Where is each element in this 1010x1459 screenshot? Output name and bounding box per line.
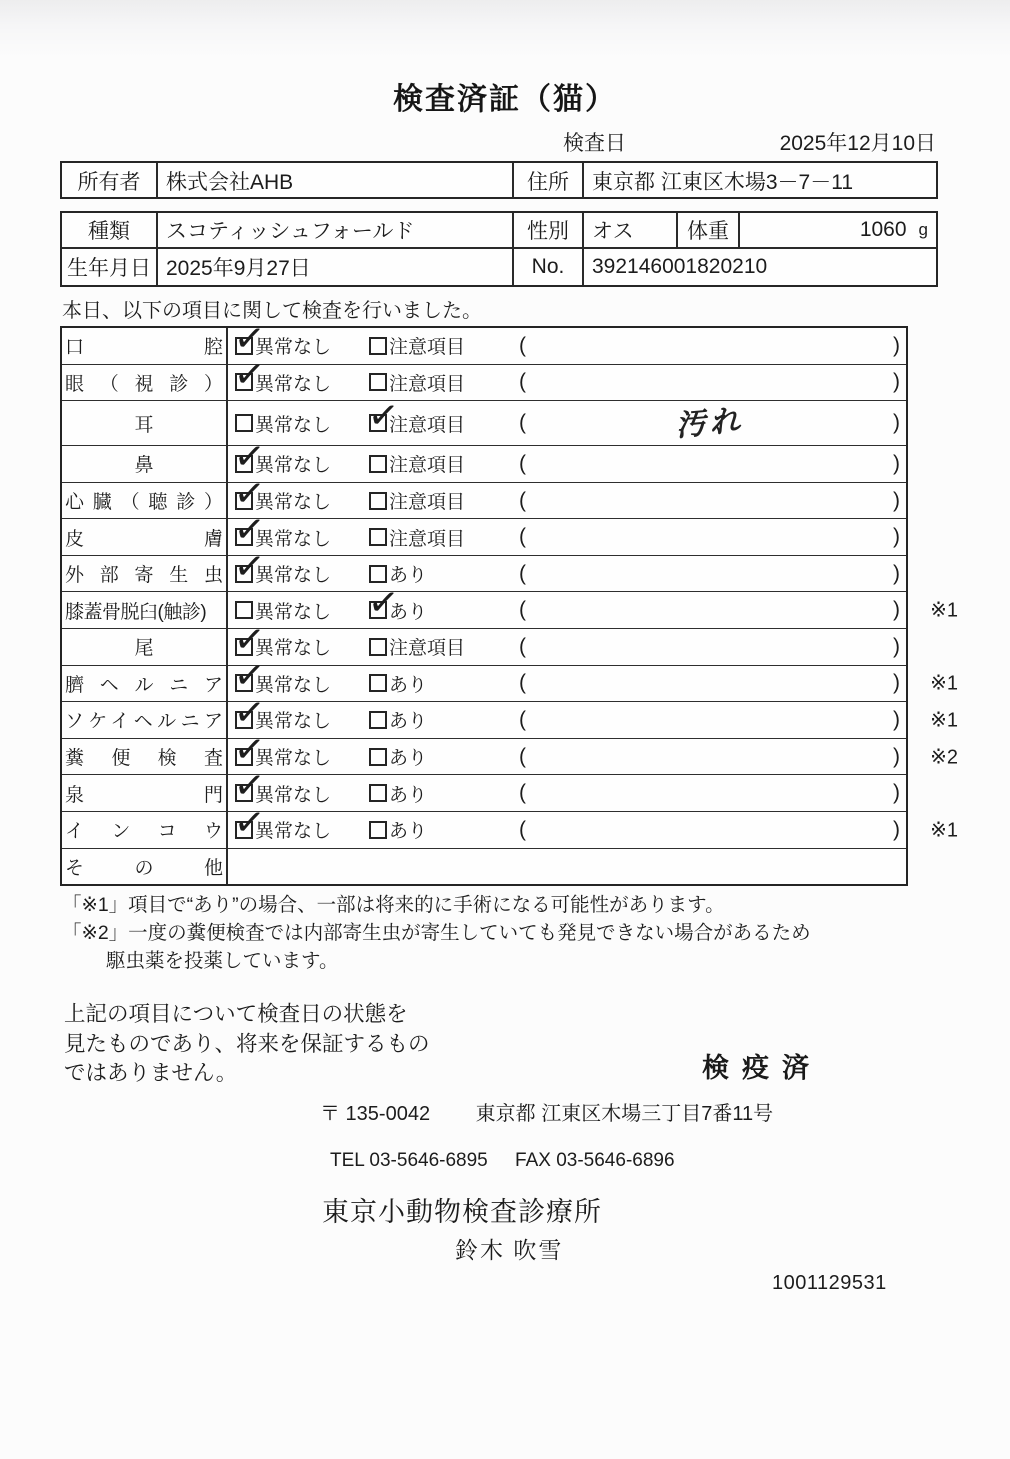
option-attention — [369, 410, 519, 437]
exam-item-label: ソケイヘルニア — [65, 711, 223, 733]
option-attention-label: 注意項目 — [389, 492, 466, 514]
owner-label: 所有者 — [62, 163, 158, 199]
weight-unit: g — [918, 220, 928, 239]
option-attention-label: 注意項目 — [389, 373, 466, 395]
option-attention-label: あり — [389, 601, 428, 623]
option-no-abnormality-label: 異常なし — [255, 638, 332, 660]
exam-table-row — [62, 519, 906, 556]
exam-table-row — [62, 775, 906, 812]
veterinarian-name: 鈴木 吹雪 — [455, 1237, 564, 1263]
close-paren: ) — [893, 634, 900, 658]
exam-table-row — [62, 812, 958, 849]
clinic-fax: FAX 03-5646-6896 — [515, 1150, 675, 1171]
option-attention-label: 注意項目 — [389, 638, 466, 660]
animal-info-table — [60, 211, 938, 287]
clinic-tel: TEL 03-5646-6895 — [330, 1150, 488, 1171]
option-attention-label: あり — [389, 565, 428, 587]
exam-item-label: 鼻 — [134, 455, 154, 477]
note-field — [519, 708, 900, 732]
exam-result-cell — [228, 328, 906, 364]
exam-item-cell — [62, 812, 228, 848]
exam-item-cell — [62, 556, 228, 592]
checkbox-attention — [369, 784, 387, 802]
disclaimer-line-2: 見たものであり、将来を保証するもの — [64, 1031, 430, 1056]
option-attention — [369, 597, 519, 624]
option-no-abnormality-label: 異常なし — [255, 414, 332, 436]
exam-table-row — [62, 849, 906, 885]
option-no-abnormality — [235, 560, 369, 587]
open-paren: ( — [519, 671, 526, 695]
option-attention — [369, 706, 519, 733]
exam-table-row — [62, 629, 906, 666]
option-no-abnormality-label: 異常なし — [255, 373, 332, 395]
checkbox-attention — [369, 711, 387, 729]
exam-item-cell — [62, 739, 228, 775]
clinic-name: 東京小動物検査診療所 — [322, 1197, 602, 1227]
disclaimer — [64, 1000, 430, 1089]
checkbox-attention — [369, 601, 387, 619]
exam-result-cell — [228, 849, 906, 885]
close-paren: ) — [893, 488, 900, 512]
birth-value: 2025年9月27日 — [158, 249, 514, 285]
exam-item-label: 泉門 — [65, 784, 223, 806]
exam-table-row — [62, 483, 906, 520]
exam-options — [235, 597, 906, 624]
option-no-abnormality-label: 異常なし — [255, 748, 332, 770]
option-attention — [369, 450, 519, 477]
exam-item-cell — [62, 849, 228, 885]
exam-options — [235, 560, 906, 587]
note-field — [519, 334, 900, 358]
close-paren: ) — [893, 781, 900, 805]
exam-result-cell — [228, 592, 906, 628]
open-paren: ( — [519, 488, 526, 512]
exam-options — [235, 332, 906, 359]
option-attention — [369, 369, 519, 396]
exam-options — [235, 670, 906, 697]
open-paren: ( — [519, 333, 526, 357]
document-number: 1001129531 — [772, 1272, 887, 1294]
exam-item-label: インコウ — [65, 821, 223, 843]
open-paren: ( — [519, 634, 526, 658]
option-no-abnormality-label: 異常なし — [255, 784, 332, 806]
open-paren: ( — [519, 707, 526, 731]
checkbox-attention — [369, 414, 387, 432]
exam-result-cell — [228, 519, 906, 555]
exam-item-cell — [62, 775, 228, 811]
birth-label: 生年月日 — [62, 249, 158, 285]
handwritten-note: 汚れ — [674, 404, 745, 444]
option-attention-label: 注意項目 — [389, 455, 466, 477]
exam-item-label: 糞便検査 — [65, 748, 223, 770]
checkbox-attention — [369, 528, 387, 546]
checkbox-attention — [369, 674, 387, 692]
footnote-1: 「※1」項目で“あり”の場合、一部は将来的に手術になる可能性があります。 — [62, 894, 725, 916]
close-paren: ) — [893, 451, 900, 475]
checkbox-no-abnormality — [235, 821, 253, 839]
option-no-abnormality-label: 異常なし — [255, 492, 332, 514]
exam-result-cell — [228, 702, 906, 738]
checkbox-attention — [369, 821, 387, 839]
option-attention-label: 注意項目 — [389, 414, 466, 436]
exam-options — [235, 633, 906, 660]
checkbox-attention — [369, 638, 387, 656]
option-attention — [369, 487, 519, 514]
scan-shadow-artifact — [0, 0, 1010, 58]
option-no-abnormality-label: 異常なし — [255, 674, 332, 696]
species-value: スコティッシュフォールド — [158, 213, 514, 247]
checkbox-no-abnormality — [235, 601, 253, 619]
open-paren: ( — [519, 561, 526, 585]
exam-table-row — [62, 666, 958, 703]
disclaimer-line-3: ではありません。 — [64, 1061, 238, 1085]
option-no-abnormality-label: 異常なし — [255, 711, 332, 733]
exam-item-label: 皮膚 — [65, 528, 223, 550]
option-no-abnormality — [235, 816, 369, 843]
exam-item-cell — [62, 666, 228, 702]
checkbox-no-abnormality — [235, 528, 253, 546]
no-label: No. — [514, 249, 584, 285]
option-no-abnormality-label: 異常なし — [255, 821, 332, 843]
exam-options — [235, 524, 906, 551]
option-attention — [369, 332, 519, 359]
exam-options — [235, 816, 906, 843]
option-attention — [369, 743, 519, 770]
exam-table-row — [62, 592, 958, 629]
exam-item-cell — [62, 328, 228, 364]
checkbox-no-abnormality — [235, 784, 253, 802]
address-label: 住所 — [514, 163, 584, 199]
intro-text: 本日、以下の項目に関して検査を行いました。 — [62, 300, 482, 322]
option-no-abnormality-label: 異常なし — [255, 337, 332, 359]
close-paren: ) — [893, 561, 900, 585]
exam-item-cell — [62, 446, 228, 482]
exam-result-cell — [228, 775, 906, 811]
clinic-address: 東京都 江東区木場三丁目7番11号 — [475, 1103, 774, 1125]
species-label: 種類 — [62, 213, 158, 247]
exam-table-row — [62, 328, 906, 365]
close-paren: ) — [893, 370, 900, 394]
option-attention — [369, 633, 519, 660]
footnote-2: 「※2」一度の糞便検査では内部寄生虫が寄生していても発見できない場合があるため — [62, 922, 811, 944]
exam-item-label: 外部寄生虫 — [65, 565, 223, 587]
checkbox-attention — [369, 455, 387, 473]
note-field — [519, 489, 900, 513]
exam-table-row — [62, 556, 906, 593]
open-paren: ( — [519, 451, 526, 475]
option-attention — [369, 524, 519, 551]
footnote-reference-mark: ※1 — [930, 672, 958, 695]
close-paren: ) — [893, 598, 900, 622]
footnote-reference-mark: ※2 — [930, 746, 958, 769]
option-attention-label: あり — [389, 748, 428, 770]
clinic-postal-code: 〒 135-0042 — [320, 1103, 431, 1125]
note-field — [519, 818, 900, 842]
exam-item-label: 膝蓋骨脱臼(触診) — [65, 601, 207, 623]
exam-table — [60, 326, 958, 886]
open-paren: ( — [519, 817, 526, 841]
exam-item-cell — [62, 483, 228, 519]
address-value: 東京都 江東区木場3－7－11 — [592, 171, 853, 194]
close-paren: ) — [893, 333, 900, 357]
open-paren: ( — [519, 781, 526, 805]
option-attention-label: あり — [389, 711, 428, 733]
close-paren: ) — [893, 817, 900, 841]
exam-item-label: 尾 — [134, 638, 154, 660]
exam-item-cell — [62, 592, 228, 628]
close-paren: ) — [893, 671, 900, 695]
footnote-reference-mark: ※1 — [930, 819, 958, 842]
option-attention-label: あり — [389, 784, 428, 806]
exam-options — [235, 450, 906, 477]
weight-value: 1060 — [859, 218, 907, 241]
exam-item-cell — [62, 702, 228, 738]
option-attention — [369, 670, 519, 697]
exam-table-row — [62, 702, 958, 739]
exam-item-label: 眼（視診） — [65, 373, 223, 395]
exam-result-cell — [228, 812, 906, 848]
exam-result-cell — [228, 401, 906, 445]
footnotes — [62, 891, 811, 975]
clinic-address-line — [320, 1097, 773, 1126]
checkbox-no-abnormality — [235, 414, 253, 432]
exam-item-label: 臍ヘルニア — [65, 674, 223, 696]
option-attention-label: あり — [389, 821, 428, 843]
exam-table-row — [62, 446, 906, 483]
exam-table-row — [62, 739, 958, 776]
exam-options — [235, 743, 906, 770]
owner-value: 株式会社AHB — [158, 163, 514, 199]
sex-value: オス — [584, 213, 678, 247]
species-row — [62, 213, 936, 249]
no-value: 392146001820210 — [592, 255, 768, 278]
exam-result-cell — [228, 446, 906, 482]
weight-label: 体重 — [678, 213, 740, 247]
exam-item-cell — [62, 401, 228, 445]
checkbox-attention — [369, 492, 387, 510]
exam-result-cell — [228, 556, 906, 592]
option-attention-label: 注意項目 — [389, 528, 466, 550]
option-attention-label: 注意項目 — [389, 337, 466, 359]
quarantine-passed-stamp: 検疫済 — [702, 1053, 822, 1083]
weight-cell — [740, 213, 936, 247]
checkbox-attention — [369, 373, 387, 391]
close-paren: ) — [893, 525, 900, 549]
exam-item-cell — [62, 519, 228, 555]
checkbox-no-abnormality — [235, 565, 253, 583]
note-field — [519, 781, 900, 805]
sex-label: 性別 — [514, 213, 584, 247]
option-no-abnormality — [235, 410, 369, 437]
footnote-reference-mark: ※1 — [930, 709, 958, 732]
footnote-2-continued: 駆虫薬を投薬しています。 — [106, 950, 339, 972]
exam-options — [235, 706, 906, 733]
note-field — [519, 525, 900, 549]
exam-table-row — [62, 401, 906, 446]
note-field — [519, 671, 900, 695]
checkbox-attention — [369, 748, 387, 766]
option-no-abnormality-label: 異常なし — [255, 455, 332, 477]
exam-options — [235, 780, 906, 807]
checkbox-no-abnormality — [235, 373, 253, 391]
exam-item-label: 口腔 — [65, 337, 223, 359]
option-no-abnormality — [235, 369, 369, 396]
option-no-abnormality-label: 異常なし — [255, 601, 332, 623]
open-paren: ( — [519, 370, 526, 394]
note-field — [519, 635, 900, 659]
note-field — [519, 745, 900, 769]
checkbox-attention — [369, 337, 387, 355]
option-no-abnormality-label: 異常なし — [255, 565, 332, 587]
exam-options — [235, 487, 906, 514]
clinic-contact-line — [330, 1150, 675, 1172]
open-paren: ( — [519, 525, 526, 549]
exam-item-cell — [62, 629, 228, 665]
option-attention — [369, 816, 519, 843]
close-paren: ) — [893, 744, 900, 768]
exam-result-cell — [228, 666, 906, 702]
exam-item-label: 心臓（聴診） — [65, 492, 223, 514]
open-paren: ( — [519, 598, 526, 622]
note-field — [519, 401, 900, 445]
exam-result-cell — [228, 739, 906, 775]
note-field — [519, 598, 900, 622]
exam-item-cell — [62, 365, 228, 401]
open-paren: ( — [519, 411, 526, 435]
option-attention — [369, 780, 519, 807]
exam-item-label: 耳 — [134, 414, 154, 436]
close-paren: ) — [893, 707, 900, 731]
checkbox-no-abnormality — [235, 711, 253, 729]
birth-row — [62, 249, 936, 285]
note-field — [519, 452, 900, 476]
exam-result-cell — [228, 483, 906, 519]
note-field — [519, 562, 900, 586]
exam-result-cell — [228, 629, 906, 665]
exam-options — [235, 401, 906, 445]
checkbox-no-abnormality — [235, 455, 253, 473]
owner-row — [62, 163, 936, 199]
footnote-reference-mark: ※1 — [930, 599, 958, 622]
option-no-abnormality-label: 異常なし — [255, 528, 332, 550]
exam-date-value: 2025年12月10日 — [779, 132, 936, 155]
disclaimer-line-1: 上記の項目について検査日の状態を — [64, 1002, 408, 1026]
owner-table — [60, 161, 938, 199]
page-title: 検査済証（猫） — [393, 83, 617, 116]
close-paren: ) — [893, 411, 900, 435]
exam-date-label: 検査日 — [563, 132, 626, 155]
open-paren: ( — [519, 744, 526, 768]
exam-item-label: その他 — [65, 857, 223, 879]
option-attention-label: あり — [389, 674, 428, 696]
